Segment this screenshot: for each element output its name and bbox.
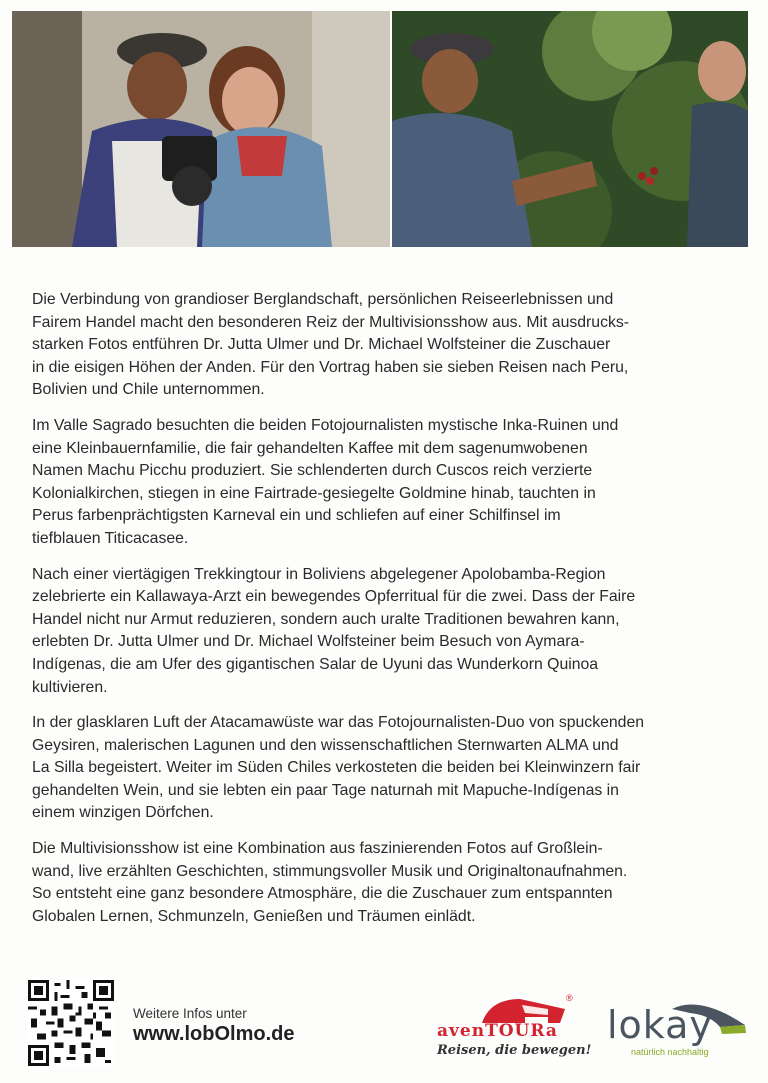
paragraph-intro: Die Verbindung von grandioser Berglandschaft, persönlichen Reiseerlebnissen und Fairem Handel macht den besonderen Reiz der Multivisionsshow aus. Mit ausdrucks- starken Fotos entführen Dr. Jutta Ulmer und Dr. Michael Wolfsteiner die Zuschauer in die eisigen Höhen der Anden. Für den Vortrag haben sie sieben Reisen nach Peru, Bolivien und Chile unternommen. xyxy=(32,291,630,399)
aventoura-name: avenTOURa xyxy=(437,1021,558,1041)
photo-woman-with-camera xyxy=(12,11,390,247)
paragraph-summary: Die Multivisionsshow ist eine Kombination aus faszinierenden Fotos auf Großlein- wand, live erzählten Geschichten, stimmungsvoller Musik und Originaltonaufnahmen. So entsteht eine ganz besondere Atmosphäre, die die Zuschauer zum entspannten Globalen Lernen, Schmunzeln, Genießen und Träumen einlädt. xyxy=(32,840,628,925)
paragraph-chile: In der glasklaren Luft der Atacamawüste war das Fotojournalisten-Duo von spuckenden Geysiren, malerischen Lagunen und den wissenschaftlichen Sternwarten ALMA und La Silla begeistert. Weiter im Süden Chiles verkosteten die beiden bei Kleinwinzern fair gehandelten Wein, und sie lebten ein paar Tage naturnah mit Mapuche-Indígenas in einem winzigen Dörfchen. xyxy=(32,714,645,822)
info-url-link[interactable]: www.lobOlmo.de xyxy=(133,1023,295,1045)
info-label: Weitere Infos unter xyxy=(133,1006,247,1021)
article-body xyxy=(32,289,744,941)
qr-code[interactable] xyxy=(28,980,114,1066)
lokay-name: lokay xyxy=(607,1003,713,1047)
photo-coffee-farmers xyxy=(392,11,748,247)
lokay-tagline: natürlich nachhaltig xyxy=(631,1047,709,1057)
aventoura-tagline: Reisen, die bewegen! xyxy=(437,1043,592,1058)
aventoura-registered-mark: ® xyxy=(566,993,573,1003)
paragraph-bolivia: Nach einer viertägigen Trekkingtour in Boliviens abgelegener Apolobamba-Region zelebrierte ein Kallawaya-Arzt ein bewegendes Opferritual für die zwei. Dass der Faire Handel nicht nur Armut reduzieren, sondern auch uralte Traditionen bewahren kann, erlebten Dr. Jutta Ulmer und Dr. Michael Wolfsteiner beim Besuch von Aymara- Indígenas, die am Ufer des gigantischen Salar de Uyuni das Wunderkorn Quinoa kultivieren. xyxy=(32,565,636,696)
paragraph-peru: Im Valle Sagrado besuchten die beiden Fotojournalisten mystische Inka-Ruinen und eine Kleinbauernfamilie, die fair gehandelten Kaffee mit dem sagenumwobenen Namen Machu Picchu produziert. Sie schlenderten durch Cuscos reich verzierte Kolonialkirchen, stiegen in eine Fairtrade-gesiegelte Goldmine hinab, tauchten in Perus farbenprächtigsten Karneval ein und schliefen auf einer Schilfinsel im tiefblauen Titicacasee. xyxy=(32,416,619,547)
footer xyxy=(0,975,768,1075)
